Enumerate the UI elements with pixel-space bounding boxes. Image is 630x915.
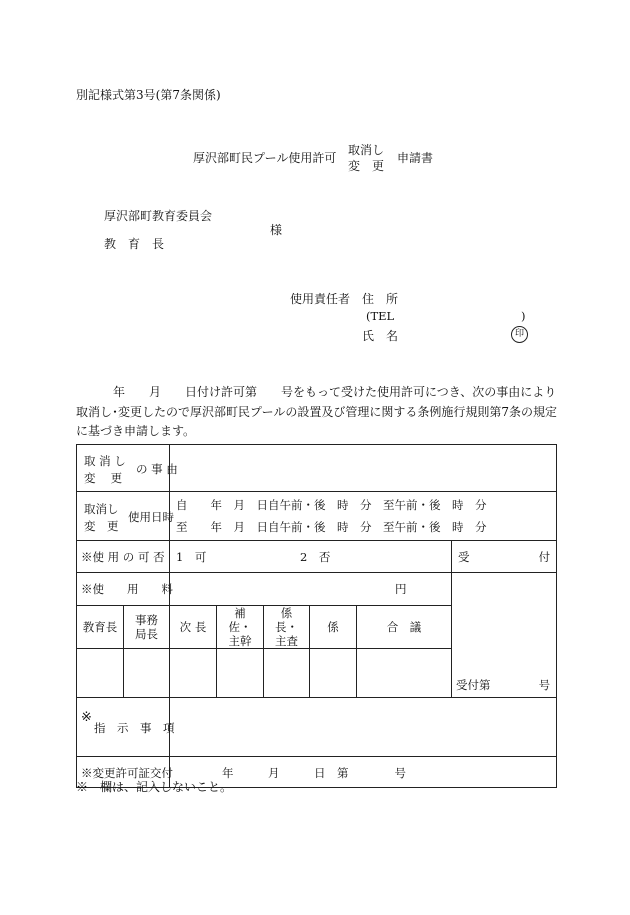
date-label-a: 取消し [84,502,119,516]
reason-label-a: 取 消 し [84,454,126,468]
stamp-box[interactable] [77,649,124,698]
fee-label-text: ※使 用 料 [81,582,173,596]
receipt-stamp-area[interactable] [452,573,557,698]
title-option-cancel: 取消し [348,143,385,157]
usage-date-row [77,492,557,541]
body-line3: に基づき申請します。 [76,424,196,438]
stamp-box[interactable] [357,649,452,698]
fee-unit: 円 [395,582,407,596]
date-row-to: 至 年 月 日自午前・後 時 分 至午前・後 時 分 [176,520,487,534]
title-main: 厚沢部町民プール使用許可 [193,151,337,165]
stamp-box[interactable] [217,649,264,698]
stamp-box[interactable] [124,649,170,698]
date-label-suffix: 使用日時 [128,510,174,524]
receipt-label-b: 付 [538,550,551,564]
approval-no[interactable]: 2 否 [300,550,331,564]
addressee-line2: 教 育 長 [104,237,165,251]
receipt-number-a: 受付第 [456,678,491,692]
body-line2: 取消し･変更したので厚沢部町民プールの設置及び管理に関する条例施行規則第7条の規定 [76,405,558,419]
approver-consultation: 合 議 [357,606,452,649]
approver-deputy: 次 長 [170,606,217,649]
reason-row [77,445,557,492]
stamp-box[interactable] [264,649,310,698]
approval-yes[interactable]: 1 可 [176,550,207,564]
reason-label-b: 変 更 [84,471,123,485]
seal-mark: 印 [511,326,528,343]
addressee-honorific: 様 [270,223,283,237]
stamp-box[interactable] [170,649,217,698]
applicant-role-label: 使用責任者 [290,292,351,306]
date-row-from: 自 年 月 日自午前・後 時 分 至午前・後 時 分 [176,498,487,512]
applicant-address-label: 住 所 [362,292,399,306]
approval-options[interactable] [170,541,452,573]
permit-label-text: ※変更許可証交付 [81,766,173,780]
fee-label [77,573,173,606]
fee-input[interactable] [170,573,452,606]
addressee-line1: 厚沢部町教育委員会 [104,209,213,223]
instruction-mark: ※ [81,710,92,725]
instruction-row [77,698,557,757]
receipt-number-b: 号 [538,678,551,692]
approver-superintendent: 教育長 [77,606,124,649]
instruction-label: 指 示 事 項 [94,721,175,735]
application-form-table [76,444,557,788]
title-suffix: 申請書 [397,151,434,165]
applicant-name-label: 氏 名 [362,329,399,343]
date-value-cell[interactable] [170,492,557,541]
stamp-box[interactable] [310,649,357,698]
receipt-header [452,541,557,573]
approver-section-chief: 係長・主査 [264,606,310,649]
approval-label [77,541,170,573]
instruction-label-cell [77,698,175,757]
instruction-input[interactable] [170,698,557,757]
applicant-tel-close: ) [521,309,526,323]
approver-assistant: 補佐・主幹 [217,606,264,649]
fee-row [77,573,557,606]
reason-label-suffix: の 事 由 [136,462,178,476]
permit-value: 年 月 日 第 号 [222,766,406,780]
date-label-b: 変 更 [84,519,119,533]
date-label-cell [77,492,174,541]
approval-row [77,541,557,573]
approval-label-text: ※使 用 の 可 否 [81,550,165,564]
title-option-change: 変 更 [348,159,385,173]
reason-label-cell [77,445,178,492]
approver-office-chief: 事務局長 [124,606,170,649]
body-line1: 年 月 日付け許可第 号をもって受けた使用許可につき、次の事由により [113,385,557,399]
approver-staff: 係 [310,606,357,649]
footnote: ※ 欄は、記入しないこと。 [76,780,233,794]
reason-input[interactable] [170,445,557,492]
applicant-tel-open: (TEL [366,309,395,323]
form-number: 別記様式第3号(第7条関係) [76,88,221,102]
receipt-label-a: 受 [458,550,470,564]
